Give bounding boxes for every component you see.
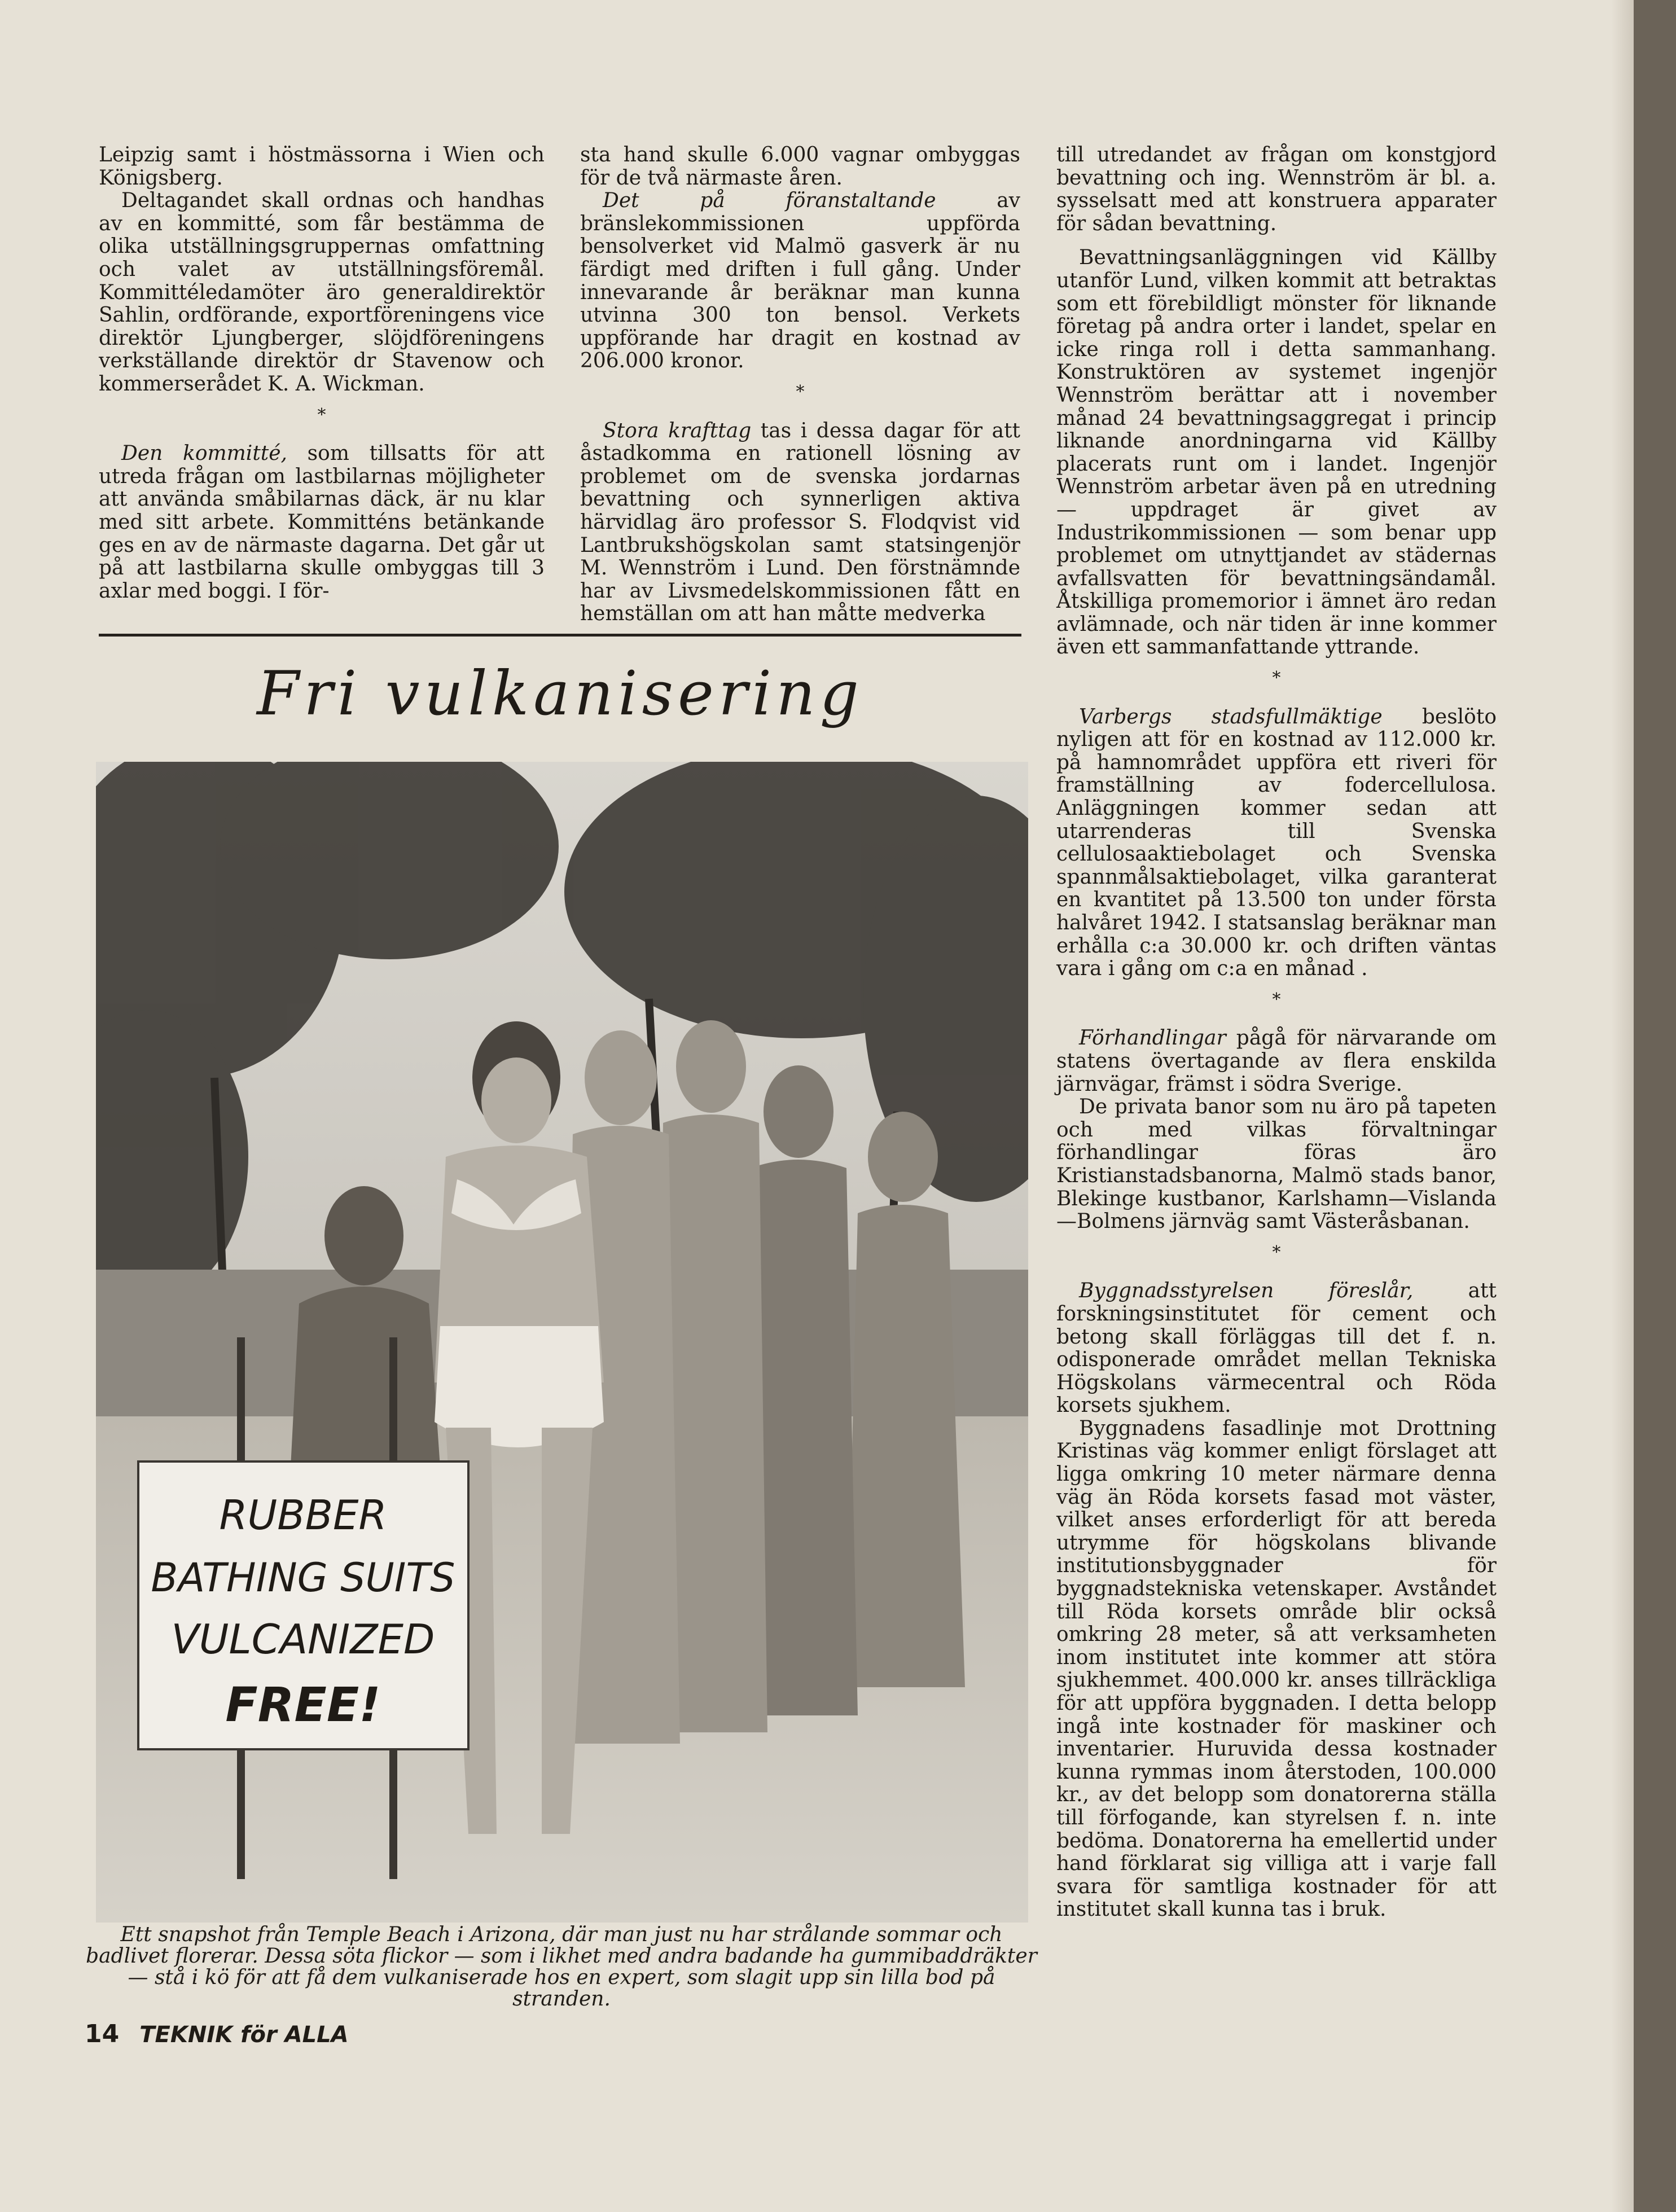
page-number: 14	[85, 2020, 120, 2048]
col1-paragraph-3	[99, 442, 545, 603]
col3-paragraph-4-text: pågå för närvarande om statens övertagande av flera enskilda järnvägar, främst i södra Sverige.	[1056, 1026, 1497, 1096]
col3-paragraph-2: Bevattningsanläggningen vid Källby utanför Lund, vilken kommit att betraktas som ett förebildligt mönster för liknande företag på andra orter i landet, spelar en icke ringa roll i detta sammanhang. Konstruktören av systemet ingenjör Wennström berättar att i november månad 24 bevattningsaggregat i princip liknande anordningarna vid Källby placerats runt om i landet. Ingenjör Wennström arbetar även på en utredning — uppdraget är givet av Industrikommissionen — som benar upp problemet om utnyttjandet av städernas avfallsvatten för bevattningsändamål. Åtskilliga promemorior i ämnet äro redan avlämnade, och när tiden är inne kommer även ett sammanfattande yttrande.	[1056, 246, 1497, 659]
photo-illustration	[96, 762, 1028, 1923]
separator-asterisk: *	[796, 381, 805, 402]
col3-paragraph-1: till utredandet av frågan om konstgjord bevattning och ing. Wennström är bl. a. sysselsatt med att konstruera apparater för sådan bevattning.	[1056, 143, 1497, 235]
col3-paragraph-3-text: beslöto nyligen att för en kostnad av 112.000 kr. på hamnområdet uppföra ett riveri för framställning av fodercellulosa. Anläggningen kommer sedan att utarrenderas till Svenska cellulosaaktiebolaget och Svenska spannmålsaktiebolaget, vilka garanterat en kvantitet på 13.500 ton under första halvåret 1942. I statsanslag beräknar man erhålla c:a 30.000 kr. och driften väntas vara i gång om c:a en månad .	[1056, 705, 1497, 981]
col3-paragraph-3	[1056, 706, 1497, 981]
col3-lead-in: Förhandlingar	[1079, 1026, 1226, 1050]
col2-paragraph-2-text: av bränslekommissionen uppförda bensolverket vid Malmö gasverk är nu färdigt med driften i full gång. Under innevarande år beräknar man kunna utvinna 300 ton bensol. Verkets uppförande har dragit en kostnad av 206.000 kronor.	[580, 189, 1020, 373]
col2-lead-in: Det på föranstaltande	[603, 189, 936, 213]
col1-paragraph-3-text: som tillsatts för att utreda frågan om lastbilarnas möjligheter att använda småbilarnas däck, är nu klar med sitt arbete. Kommitténs betänkande ges en av de närmaste dagarna. Det går ut på att lastbilarna skulle ombyggas till 3 axlar med boggi. I för-	[99, 442, 545, 603]
col2-paragraph-3-text: tas i dessa dagar för att åstadkomma en rationell lösning av problemet om de svenska jordarnas bevattning och synnerligen aktiva härvidlag äro professor S. Flodqvist vid Lantbrukshögskolan samt statsingenjör M. Wennström i Lund. Den förstnämnde har av Livsmedelskommissionen fått en hemställan om att han måtte medverka	[580, 419, 1020, 626]
separator-asterisk: *	[1272, 1242, 1281, 1262]
sign-line-1: RUBBER	[219, 1491, 387, 1539]
text-column-2	[580, 144, 1020, 626]
col2-paragraph-1: sta hand skulle 6.000 vagnar ombyggas för de två närmaste åren.	[580, 143, 1020, 190]
adjacent-page-edge	[1634, 0, 1676, 2212]
photo-caption: Ett snapshot från Temple Beach i Arizona, där man just nu har strålande sommar och badlivet florerar. Dessa söta flickor — som i likhet med andra badande ha gummibaddräkter — stå i kö för att få dem vulkaniserade hos en expert, som slagit upp sin lilla bod på stranden.	[86, 1923, 1037, 2011]
separator-asterisk: *	[1272, 989, 1281, 1010]
section-divider	[99, 634, 1021, 637]
magazine-name: TEKNIK för ALLA	[139, 2022, 349, 2048]
col3-lead-in: Byggnadsstyrelsen föreslår,	[1079, 1279, 1414, 1303]
sign-line-2: BATHING SUITS	[151, 1555, 455, 1601]
text-column-3	[1056, 144, 1497, 1921]
text-column-1	[99, 144, 545, 603]
col3-paragraph-5: De privata banor som nu äro på tapeten och med vilkas förvaltningar förhandlingar föras äro Kristianstadsbanorna, Malmö stads banor, Blekinge kustbanor, Karlshamn—Vislanda—Bolmens järnväg samt Västeråsbanan.	[1056, 1095, 1497, 1234]
col1-paragraph-1: Leipzig samt i höstmässorna i Wien och Königsberg.	[99, 143, 545, 190]
sign-line-3: VULCANIZED	[171, 1616, 435, 1663]
col3-lead-in: Varbergs stadsfullmäktige	[1079, 705, 1383, 728]
page-curl-shadow	[1611, 0, 1634, 2212]
col2-lead-in: Stora krafttag	[603, 419, 752, 442]
separator-asterisk: *	[1272, 668, 1281, 688]
sign-line-4: FREE!	[225, 1677, 381, 1732]
col1-paragraph-2: Deltagandet skall ordnas och handhas av en kommitté, som får bestämma de olika utställningsgruppernas omfattning och valet av utställningsföremål. Kommittéledamöter äro generaldirektör Sahlin, ordförande, exportföreningens vice direktör Ljungberger, slöjdföreningens verkställande direktör dr Stavenow och kommerserådet K. A. Wickman.	[99, 189, 545, 396]
col1-lead-in: Den kommitté,	[121, 442, 287, 466]
col2-paragraph-3	[580, 420, 1020, 626]
page-footer	[85, 2017, 349, 2051]
separator-asterisk: *	[317, 405, 326, 425]
col3-paragraph-7: Byggnadens fasadlinje mot Drottning Kristinas väg kommer enligt förslaget att ligga omkring 10 meter närmare denna väg än Röda korsets fasad mot väster, vilket anses erforderligt för att bereda utrymme för högskolans blivande institutionsbyggnader för byggnadstekniska vetenskaper. Avståndet till Röda korsets område blir också omkring 28 meter, så att verksamheten inom institutet inte kommer att störa sjukhemmet. 400.000 kr. anses tillräckliga för att uppföra byggnaden. I detta belopp ingå inte kostnader för maskiner och inventarier. Huruvida dessa kostnader kunna rymmas inom återstoden, 100.000 kr., av det belopp som donatorerna ställa till förfogande, kan styrelsen f. n. inte bedöma. Donatorerna ha emellertid under hand förklarat sig villiga att i varje fall svara för samtliga kostnader för att institutet skall kunna tas i bruk.	[1056, 1416, 1497, 1921]
feature-headline: Fri vulkanisering	[257, 659, 863, 729]
col2-paragraph-2	[580, 190, 1020, 373]
col3-paragraph-6-text: att forskningsinstitutet för cement och betong skall förläggas till det f. n. odisponerade området mellan Tekniska Högskolans värmecentral och Röda korsets sjukhem.	[1056, 1279, 1497, 1417]
feature-photo	[96, 762, 1028, 1923]
col3-paragraph-4	[1056, 1027, 1497, 1096]
col3-paragraph-6	[1056, 1280, 1497, 1417]
rubber-suits-sign	[138, 1462, 468, 1749]
